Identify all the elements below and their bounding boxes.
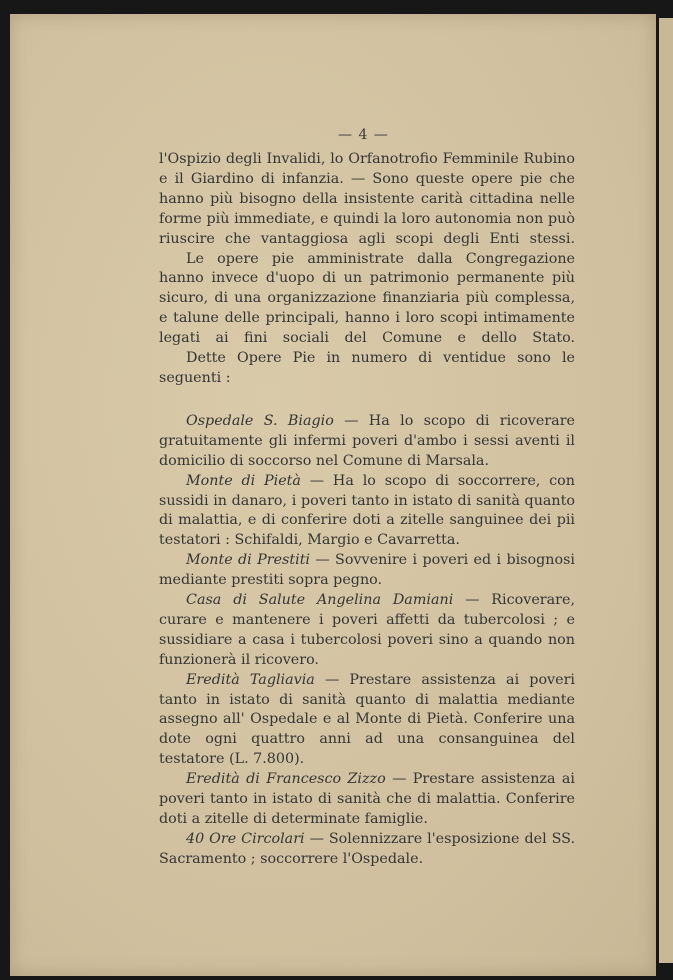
entry-text: — Ricoverare, curare e mantenere i poveri affetti da tubercolosi ; e sussidiare a casa i tubercolosi poveri sino a quando non funzionerà il ricovero.	[159, 592, 575, 668]
entry-text: — Solennizzare l'esposizione del SS. Sacramento ; soccorrere l'Ospedale.	[159, 830, 576, 867]
spacer	[159, 389, 575, 412]
page-number: — 4 —	[338, 127, 389, 143]
adjacent-page-edge	[659, 18, 673, 963]
entry-title: Casa di Salute Angelina Damiani	[186, 592, 454, 609]
entry-text: — Ha lo scopo di ricoverare gratuitamente gli infermi poveri d'ambo i sessi aventi il domicilio di soccorso nel Comune di Marsala.	[159, 412, 575, 469]
entry-title: Ospedale S. Biagio	[186, 412, 334, 429]
list-item	[159, 671, 575, 771]
entry-text: — Sovvenire i poveri ed i bisognosi mediante prestiti sopra pegno.	[159, 552, 575, 589]
entry-title: Eredità Tagliavia	[186, 671, 315, 688]
entry-title: Monte di Prestiti	[186, 552, 311, 569]
list-item	[159, 830, 575, 870]
paragraph: Le opere pie amministrate dalla Congregazione hanno invece d'uopo di un patrimonio permanente più sicuro, di una organizzazione finanziaria più complessa, e talune delle principali, hanno i loro scopi intimamente legati ai fini sociali del Comune e dello Stato.	[159, 250, 575, 347]
list-item	[159, 770, 575, 830]
list-item	[159, 591, 575, 671]
page-body	[159, 150, 575, 870]
list-item	[159, 551, 575, 591]
list-item	[159, 472, 575, 552]
entry-title: 40 Ore Circolari	[186, 830, 305, 847]
entry-text: — Ha lo scopo di soccorrere, con sussidi in danaro, i poveri tanto in istato di sanità quanto di malattia, e di conferire doti a zitelle sanguinee dei pii testatori : Schifaldi, Margio e Cavarretta.	[159, 472, 575, 549]
paragraph: l'Ospizio degli Invalidi, lo Orfanotrofio Femminile Rubino e il Giardino di infanzia. — Sono queste opere pie che hanno più bisogno della insistente carità cittadina nelle forme più immediate, e quindi la loro autonomia non può riuscire che vantaggiosa agli scopi degli Enti stessi.	[159, 151, 575, 247]
entry-title: Eredità di Francesco Zizzo	[186, 771, 386, 788]
entry-title: Monte di Pietà	[186, 472, 301, 489]
list-item	[159, 412, 575, 472]
entry-text: — Prestare assistenza ai poveri tanto in istato di sanità che di malattia. Conferire doti a zitelle di determinate famiglie.	[159, 771, 575, 827]
paragraph: Dette Opere Pie in numero di ventidue sono le seguenti :	[159, 350, 575, 386]
entry-text: — Prestare assistenza ai poveri tanto in istato di sanità quanto di malattia mediante assegno all' Ospedale e al Monte di Pietà. Conferire una dote ogni quattro anni ad una consanguinea del testatore (L. 7.800).	[159, 671, 575, 768]
